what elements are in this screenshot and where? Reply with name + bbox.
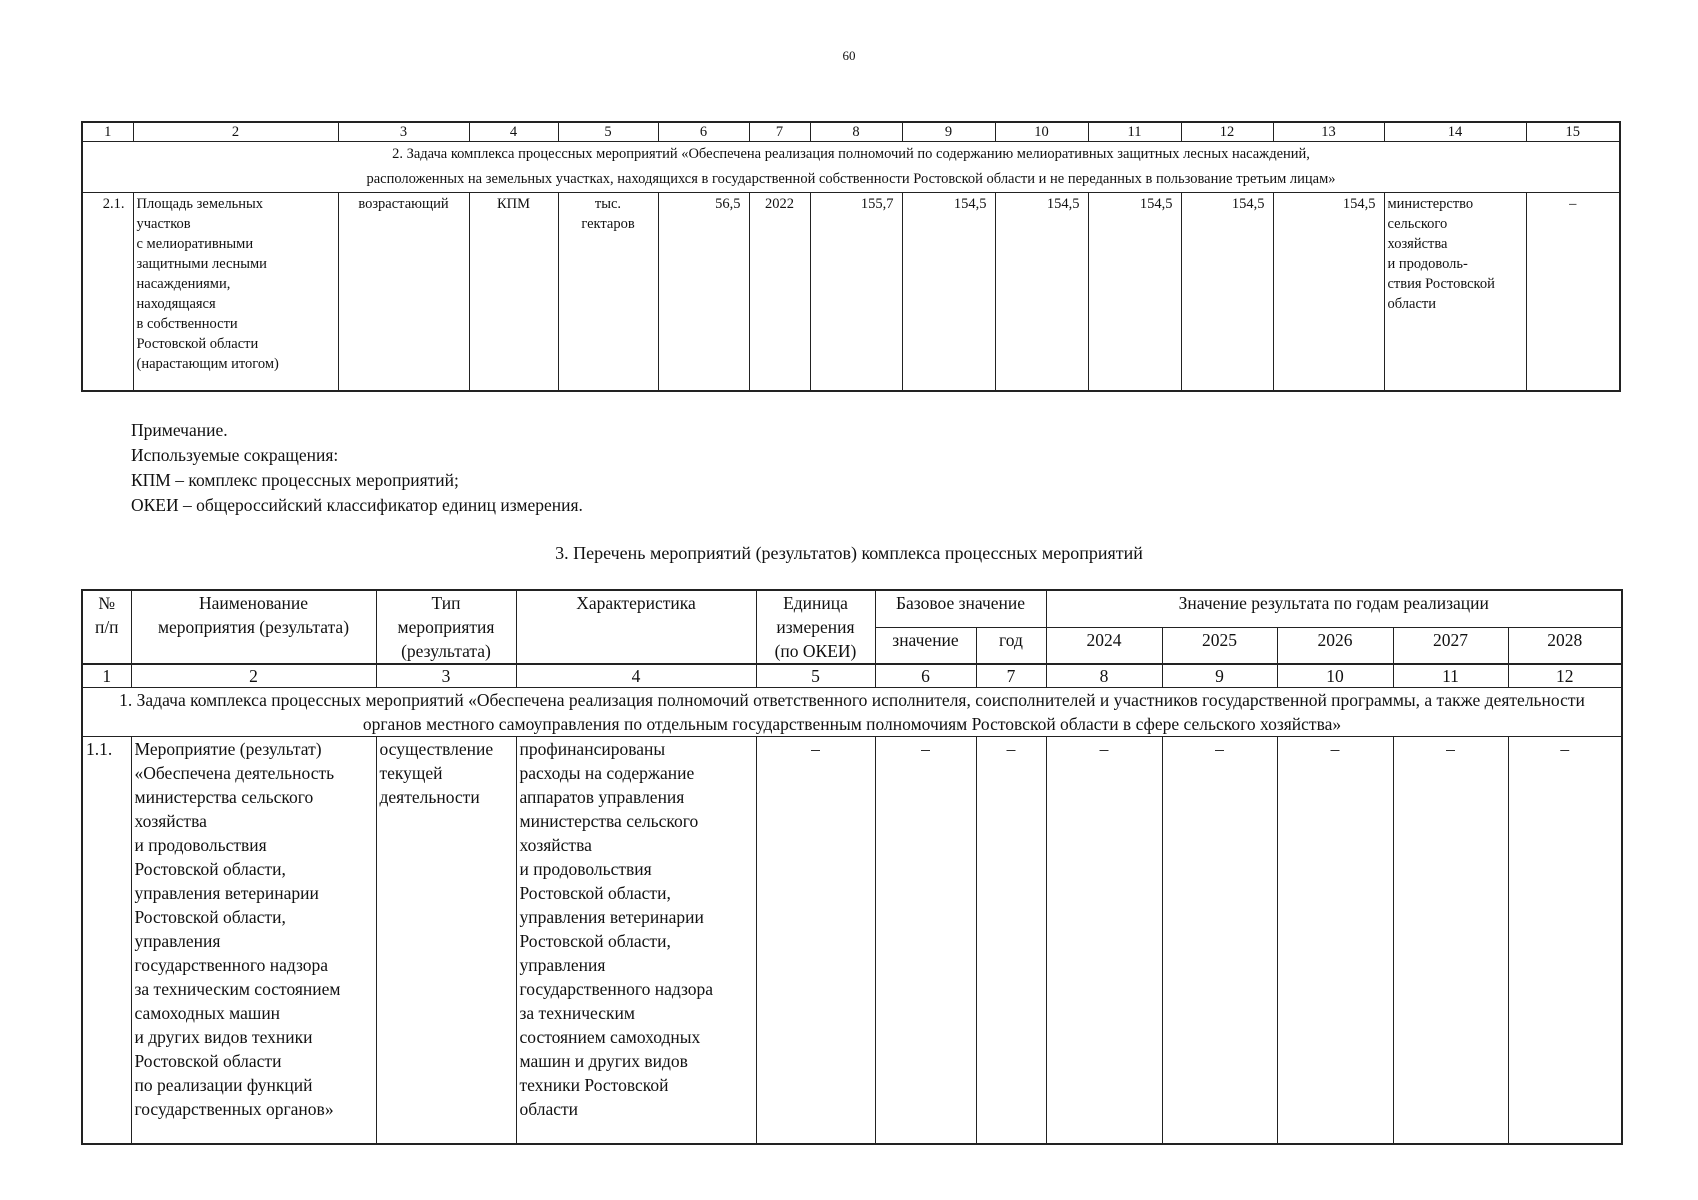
row-number: 1.1.: [82, 737, 131, 1145]
col-num: 12: [1181, 122, 1273, 142]
table-row: [82, 737, 1622, 1145]
col-num: 6: [875, 664, 976, 688]
unit-of-measure: –: [756, 737, 875, 1145]
col-num: 5: [756, 664, 875, 688]
header-years-group: Значение результата по годам реализации: [1046, 590, 1622, 627]
col-num: 5: [558, 122, 658, 142]
value-cell: 155,7: [810, 193, 902, 392]
notes-block: [131, 418, 583, 518]
col-num: 8: [1046, 664, 1162, 688]
header-name: Наименование мероприятия (результата): [131, 590, 376, 664]
base-value: 56,5: [658, 193, 749, 392]
row-number: 2.1.: [82, 193, 133, 392]
indicator-direction: возрастающий: [338, 193, 469, 392]
col-num: 7: [976, 664, 1046, 688]
header-base: Базовое значение: [875, 590, 1046, 627]
base-value: –: [875, 737, 976, 1145]
col-num: 10: [995, 122, 1088, 142]
header-year: 2024: [1046, 627, 1162, 664]
header-unit: Единица измерения (по ОКЕИ): [756, 590, 875, 664]
header-year: 2028: [1508, 627, 1622, 664]
header-row: [82, 590, 1622, 627]
col-num: 10: [1277, 664, 1393, 688]
col-num: 2: [133, 122, 338, 142]
col-num: 14: [1384, 122, 1526, 142]
header-type: Тип мероприятия (результата): [376, 590, 516, 664]
value-cell: 154,5: [1181, 193, 1273, 392]
page-number: 60: [842, 48, 856, 63]
note-abbrev-okei: ОКЕИ – общероссийский классификатор единиц измерения.: [131, 495, 583, 515]
header-base-value: значение: [875, 627, 976, 664]
header-base-year: год: [976, 627, 1046, 664]
value-cell: –: [1162, 737, 1277, 1145]
col-num: 4: [516, 664, 756, 688]
col-num: 4: [469, 122, 558, 142]
task-heading-line2: расположенных на земельных участках, находящихся в государственной собственности Ростовской области и не переданных в пользование третьим лицам»: [366, 171, 1336, 187]
col-num: 1: [82, 664, 131, 688]
col-num: 11: [1393, 664, 1508, 688]
measures-table: [81, 589, 1623, 1145]
responsible-body: министерство сельского хозяйства и продоволь- ствия Ростовской области: [1384, 193, 1526, 392]
base-year: –: [976, 737, 1046, 1145]
value-cell: 154,5: [1088, 193, 1181, 392]
col-num: 12: [1508, 664, 1622, 688]
col-num: 1: [82, 122, 133, 142]
value-cell: –: [1277, 737, 1393, 1145]
measure-characteristic: профинансированы расходы на содержание аппаратов управления министерства сельского хозяйства и продовольствия Ростовской области, управления ветеринарии Ростовской области, управления государственного надзора за техническим состоянием самоходных машин и других видов техники Ростовской области: [516, 737, 756, 1145]
header-characteristic: Характеристика: [516, 590, 756, 664]
note-title: Примечание.: [131, 420, 228, 440]
column-number-row: [82, 122, 1620, 142]
indicators-table: [81, 121, 1621, 392]
col-num: 9: [1162, 664, 1277, 688]
value-cell: –: [1508, 737, 1622, 1145]
col-num: 3: [338, 122, 469, 142]
header-year: 2027: [1393, 627, 1508, 664]
col-num: 13: [1273, 122, 1384, 142]
note-abbrev-heading: Используемые сокращения:: [131, 445, 339, 465]
col-num: 9: [902, 122, 995, 142]
task-heading: 1. Задача комплекса процессных мероприятий «Обеспечена реализация полномочий ответственного исполнителя, соисполнителей и участников государственной программы, а также деятельности органов местного самоуправления по отдельным государственным полномочиям Ростовской области в сфере сельского хозяйства»: [82, 688, 1622, 737]
col-num: 8: [810, 122, 902, 142]
column-number-row: [82, 664, 1622, 688]
base-year: 2022: [749, 193, 810, 392]
value-cell: 154,5: [1273, 193, 1384, 392]
measure-name: Мероприятие (результат) «Обеспечена деятельность министерства сельского хозяйства и продовольствия Ростовской области, управления ветеринарии Ростовской области, управления государственного надзора за техническим состоянием самоходных машин и других видов техники Ростовской области по реализации функций государственных органов»: [131, 737, 376, 1145]
col-num: 15: [1526, 122, 1620, 142]
task-row: [82, 142, 1620, 193]
col-num: 11: [1088, 122, 1181, 142]
task-row: [82, 688, 1622, 737]
task-heading-line1: 2. Задача комплекса процессных мероприятий «Обеспечена реализация полномочий по содержанию мелиоративных защитных лесных насаждений,: [392, 146, 1310, 162]
header-num: № п/п: [82, 590, 131, 664]
unit-of-measure: тыс. гектаров: [558, 193, 658, 392]
value-cell: –: [1046, 737, 1162, 1145]
header-year: 2026: [1277, 627, 1393, 664]
col-num: 6: [658, 122, 749, 142]
value-cell: 154,5: [902, 193, 995, 392]
col-num: 2: [131, 664, 376, 688]
header-year: 2025: [1162, 627, 1277, 664]
info-system: –: [1526, 193, 1620, 392]
measure-type: осуществление текущей деятельности: [376, 737, 516, 1145]
table-row: [82, 193, 1620, 392]
value-cell: –: [1393, 737, 1508, 1145]
note-abbrev-kpm: КПМ – комплекс процессных мероприятий;: [131, 470, 459, 490]
col-num: 3: [376, 664, 516, 688]
indicator-name: Площадь земельных участков с мелиоративными защитными лесными насаждениями, находящаяся в собственности Ростовской области (нарастающим итогом): [133, 193, 338, 392]
task-heading: [82, 142, 1620, 193]
value-cell: 154,5: [995, 193, 1088, 392]
indicator-type: КПМ: [469, 193, 558, 392]
section-title: 3. Перечень мероприятий (результатов) комплекса процессных мероприятий: [555, 543, 1143, 563]
col-num: 7: [749, 122, 810, 142]
